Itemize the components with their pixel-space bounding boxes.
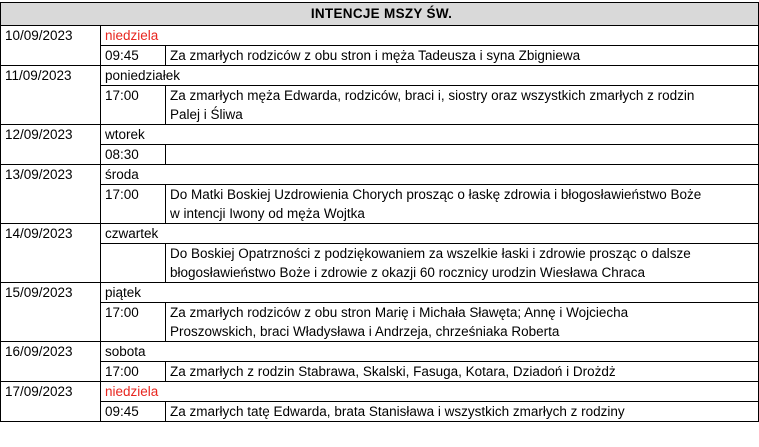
intention-line: Za zmarłych rodziców z obu stron Marię i Michała Sławęta; Annę i Wojciecha (170, 305, 629, 320)
intention-row (1, 303, 759, 342)
mass-time: 17:00 (101, 303, 166, 342)
intention-line: Za zmarłych tatę Edwarda, brata Stanisława i wszystkich zmarłych z rodziny (170, 404, 625, 419)
date-cell: 17/09/2023 (1, 382, 101, 402)
mass-time: 17:00 (101, 185, 166, 224)
day-name: niedziela (101, 26, 759, 46)
date-cell: 16/09/2023 (1, 342, 101, 362)
intention-line: Palej i Śliwa (170, 107, 243, 122)
intention-line: Do Boskiej Opatrzności z podziękowaniem za wszelkie łaski i zdrowie prosząc o dalsze (170, 246, 691, 261)
intention-row (1, 86, 759, 125)
table-body (1, 3, 759, 422)
intention-line: Za zmarłych z rodzin Stabrawa, Skalski, Fasuga, Kotara, Dziadoń i Drożdż (170, 364, 616, 379)
intention-row (1, 244, 759, 283)
intention-line: w intencji Iwony od męża Wojtka (170, 206, 365, 221)
blank-cell (1, 362, 101, 382)
intention-row (1, 362, 759, 382)
blank-cell (1, 303, 101, 342)
day-row (1, 26, 759, 46)
mass-time (101, 244, 166, 283)
intention-text (166, 362, 759, 382)
mass-time: 17:00 (101, 362, 166, 382)
mass-intentions-table (0, 2, 759, 422)
date-cell: 13/09/2023 (1, 165, 101, 185)
intention-text (166, 46, 759, 66)
mass-time: 17:00 (101, 86, 166, 125)
blank-cell (1, 185, 101, 224)
day-name: piątek (101, 283, 759, 303)
mass-time: 09:45 (101, 402, 166, 422)
intention-row (1, 402, 759, 422)
intention-text (166, 145, 759, 165)
intention-row (1, 46, 759, 66)
intention-line: Za zmarłych męża Edwarda, rodziców, braci i, siostry oraz wszystkich zmarłych z rodzin (170, 88, 695, 103)
blank-cell (1, 86, 101, 125)
mass-time: 08:30 (101, 145, 166, 165)
intention-row (1, 145, 759, 165)
day-row (1, 382, 759, 402)
day-name: sobota (101, 342, 759, 362)
day-name: środa (101, 165, 759, 185)
header-row (1, 3, 759, 26)
date-cell: 15/09/2023 (1, 283, 101, 303)
intention-text (166, 303, 759, 342)
intention-row (1, 185, 759, 224)
day-row (1, 224, 759, 244)
day-row (1, 66, 759, 86)
mass-time: 09:45 (101, 46, 166, 66)
intention-text (166, 244, 759, 283)
day-row (1, 283, 759, 303)
day-name: niedziela (101, 382, 759, 402)
intention-line: błogosławieństwo Boże i zdrowie z okazji 60 rocznicy urodzin Wiesława Chraca (170, 265, 645, 280)
date-cell: 12/09/2023 (1, 125, 101, 145)
day-name: wtorek (101, 125, 759, 145)
blank-cell (1, 244, 101, 283)
date-cell: 10/09/2023 (1, 26, 101, 46)
intention-line: Za zmarłych rodziców z obu stron i męża Tadeusza i syna Zbigniewa (170, 48, 581, 63)
intention-text (166, 86, 759, 125)
blank-cell (1, 402, 101, 422)
date-cell: 14/09/2023 (1, 224, 101, 244)
day-row (1, 342, 759, 362)
date-cell: 11/09/2023 (1, 66, 101, 86)
intention-text (166, 402, 759, 422)
day-name: poniedziałek (101, 66, 759, 86)
day-row (1, 165, 759, 185)
intention-line: Proszowskich, braci Władysława i Andrzeja, chrześniaka Roberta (170, 324, 560, 339)
blank-cell (1, 145, 101, 165)
intention-text (166, 185, 759, 224)
day-name: czwartek (101, 224, 759, 244)
blank-cell (1, 46, 101, 66)
intention-line: Do Matki Boskiej Uzdrowienia Chorych prosząc o łaskę zdrowia i błogosławieństwo Boże (170, 187, 702, 202)
day-row (1, 125, 759, 145)
table-title: INTENCJE MSZY ŚW. (1, 3, 759, 26)
